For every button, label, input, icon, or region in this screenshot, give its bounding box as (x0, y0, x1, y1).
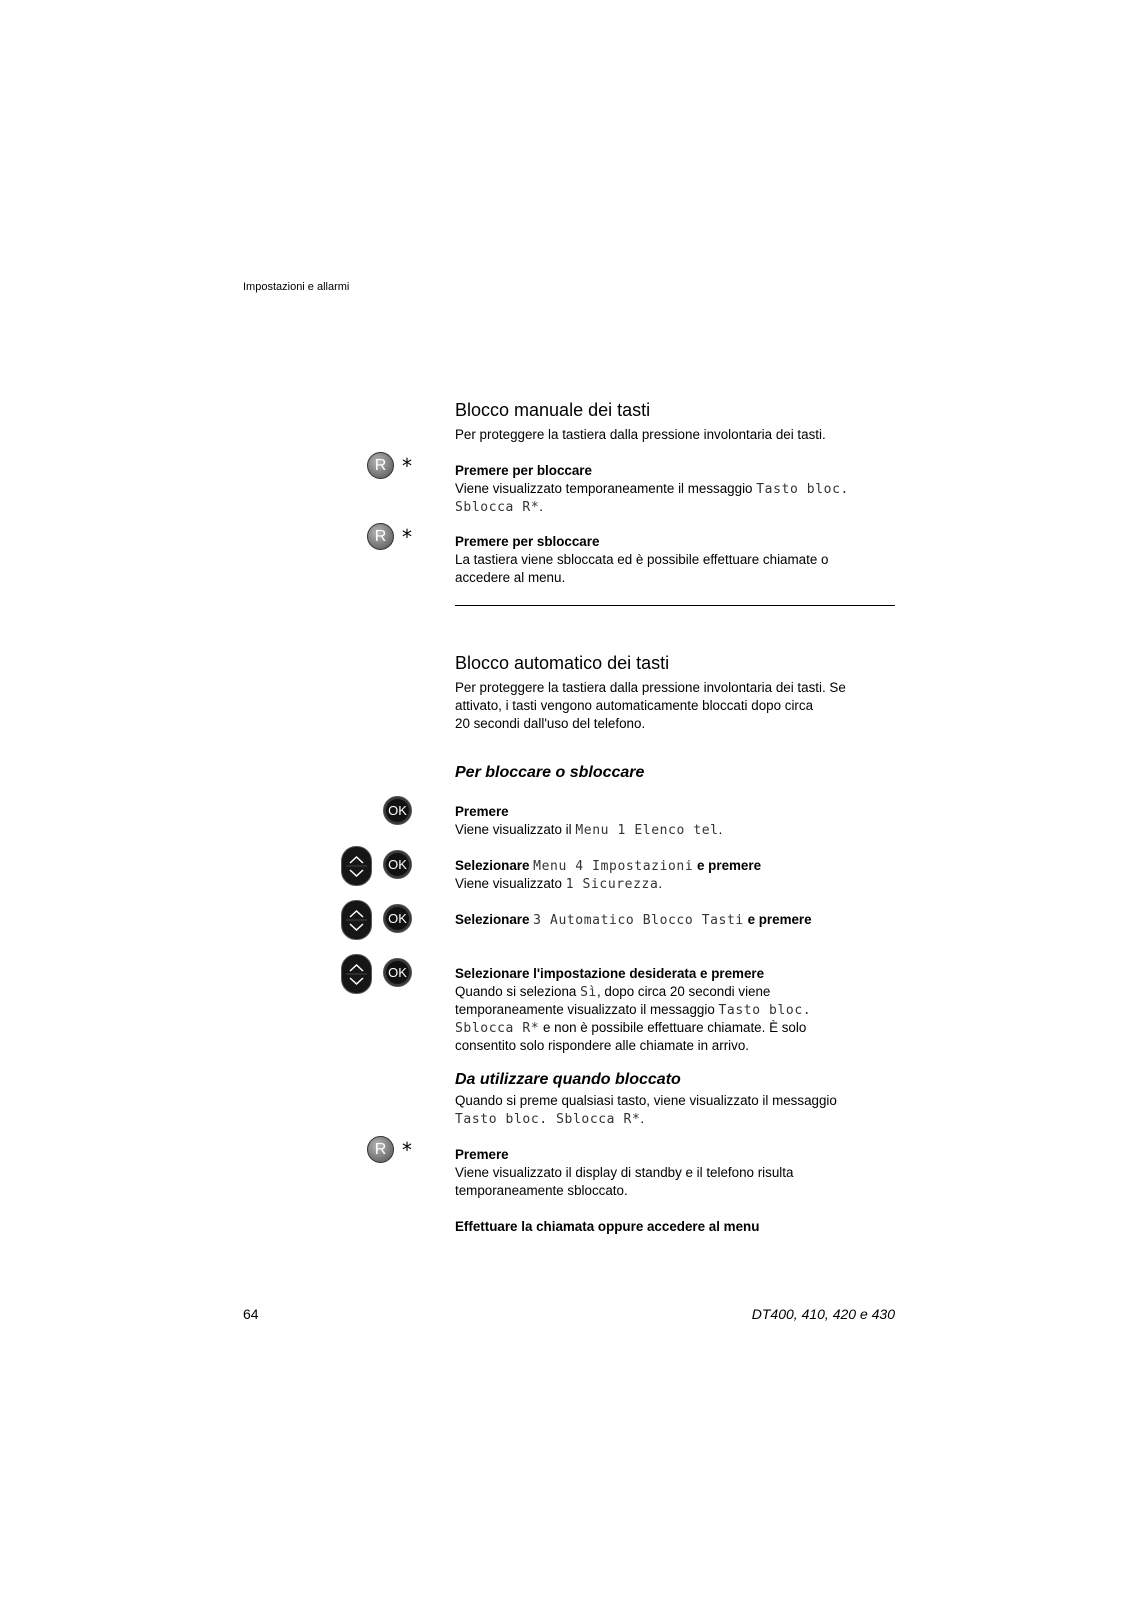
subheading-when-locked: Da utilizzare quando bloccato (455, 1071, 681, 1088)
step4-heading: Selezionare l'impostazione desiderata e premere (455, 966, 765, 981)
section-title-manual: Blocco manuale dei tasti (455, 400, 651, 420)
step4-text-line2: temporaneamente visualizzato il messaggio Tasto bloc. (455, 1002, 812, 1018)
ok-key-icon: OK (383, 958, 412, 987)
step2-heading: Selezionare Menu 4 Impostazioni e premere (455, 858, 762, 874)
step4-text-line1: Quando si seleziona Sì, dopo circa 20 secondi viene (455, 984, 771, 1000)
unlock-text-line1: La tastiera viene sbloccata ed è possibile effettuare chiamate o (455, 552, 829, 567)
r-key-icon: R (367, 523, 394, 550)
step4-text-line4: consentito solo rispondere alle chiamate in arrivo. (455, 1038, 750, 1053)
automatic-intro-line1: Per proteggere la tastiera dalla pressione involontaria dei tasti. Se (455, 680, 846, 695)
ok-key-icon: OK (383, 904, 412, 933)
star-key-icon: * (402, 1138, 412, 1162)
nav-key-icon (341, 954, 372, 994)
lock-text-line2: Sblocca R*. (455, 499, 544, 515)
step4-text-line3: Sblocca R* e non è possibile effettuare chiamate. È solo (455, 1020, 807, 1036)
section-divider (455, 605, 895, 606)
when-locked-press-text-line2: temporaneamente sbloccato. (455, 1183, 628, 1198)
when-locked-text: Quando si preme qualsiasi tasto, viene visualizzato il messaggio (455, 1093, 837, 1108)
page-number: 64 (243, 1306, 259, 1322)
when-locked-press-text-line1: Viene visualizzato il display di standby e il telefono risulta (455, 1165, 794, 1180)
final-instruction: Effettuare la chiamata oppure accedere al menu (455, 1219, 760, 1234)
unlock-heading: Premere per sbloccare (455, 534, 600, 549)
step1-heading: Premere (455, 804, 509, 819)
r-key-icon: R (367, 1136, 394, 1163)
unlock-text-line2: accedere al menu. (455, 570, 566, 585)
subheading-lock-unlock: Per bloccare o sbloccare (455, 764, 645, 781)
section-title-automatic: Blocco automatico dei tasti (455, 653, 670, 673)
ok-key-icon: OK (383, 796, 412, 825)
when-locked-display: Tasto bloc. Sblocca R*. (455, 1111, 645, 1127)
ok-key-icon: OK (383, 850, 412, 879)
step1-text: Viene visualizzato il Menu 1 Elenco tel. (455, 822, 723, 838)
lock-heading: Premere per bloccare (455, 463, 592, 478)
step3-heading: Selezionare 3 Automatico Blocco Tasti e premere (455, 912, 812, 928)
lock-text: Viene visualizzato temporaneamente il messaggio Tasto bloc. (455, 481, 849, 497)
product-model: DT400, 410, 420 e 430 (751, 1306, 895, 1322)
running-header: Impostazioni e allarmi (243, 281, 350, 293)
when-locked-press-heading: Premere (455, 1147, 509, 1162)
manual-intro: Per proteggere la tastiera dalla pressione involontaria dei tasti. (455, 427, 826, 442)
star-key-icon: * (402, 525, 412, 549)
automatic-intro-line3: 20 secondi dall'uso del telefono. (455, 716, 646, 731)
automatic-intro-line2: attivato, i tasti vengono automaticamente bloccati dopo circa (455, 698, 814, 713)
star-key-icon: * (402, 454, 412, 478)
r-key-icon: R (367, 452, 394, 479)
step2-text: Viene visualizzato 1 Sicurezza. (455, 876, 663, 892)
nav-key-icon (341, 900, 372, 940)
nav-key-icon (341, 846, 372, 886)
